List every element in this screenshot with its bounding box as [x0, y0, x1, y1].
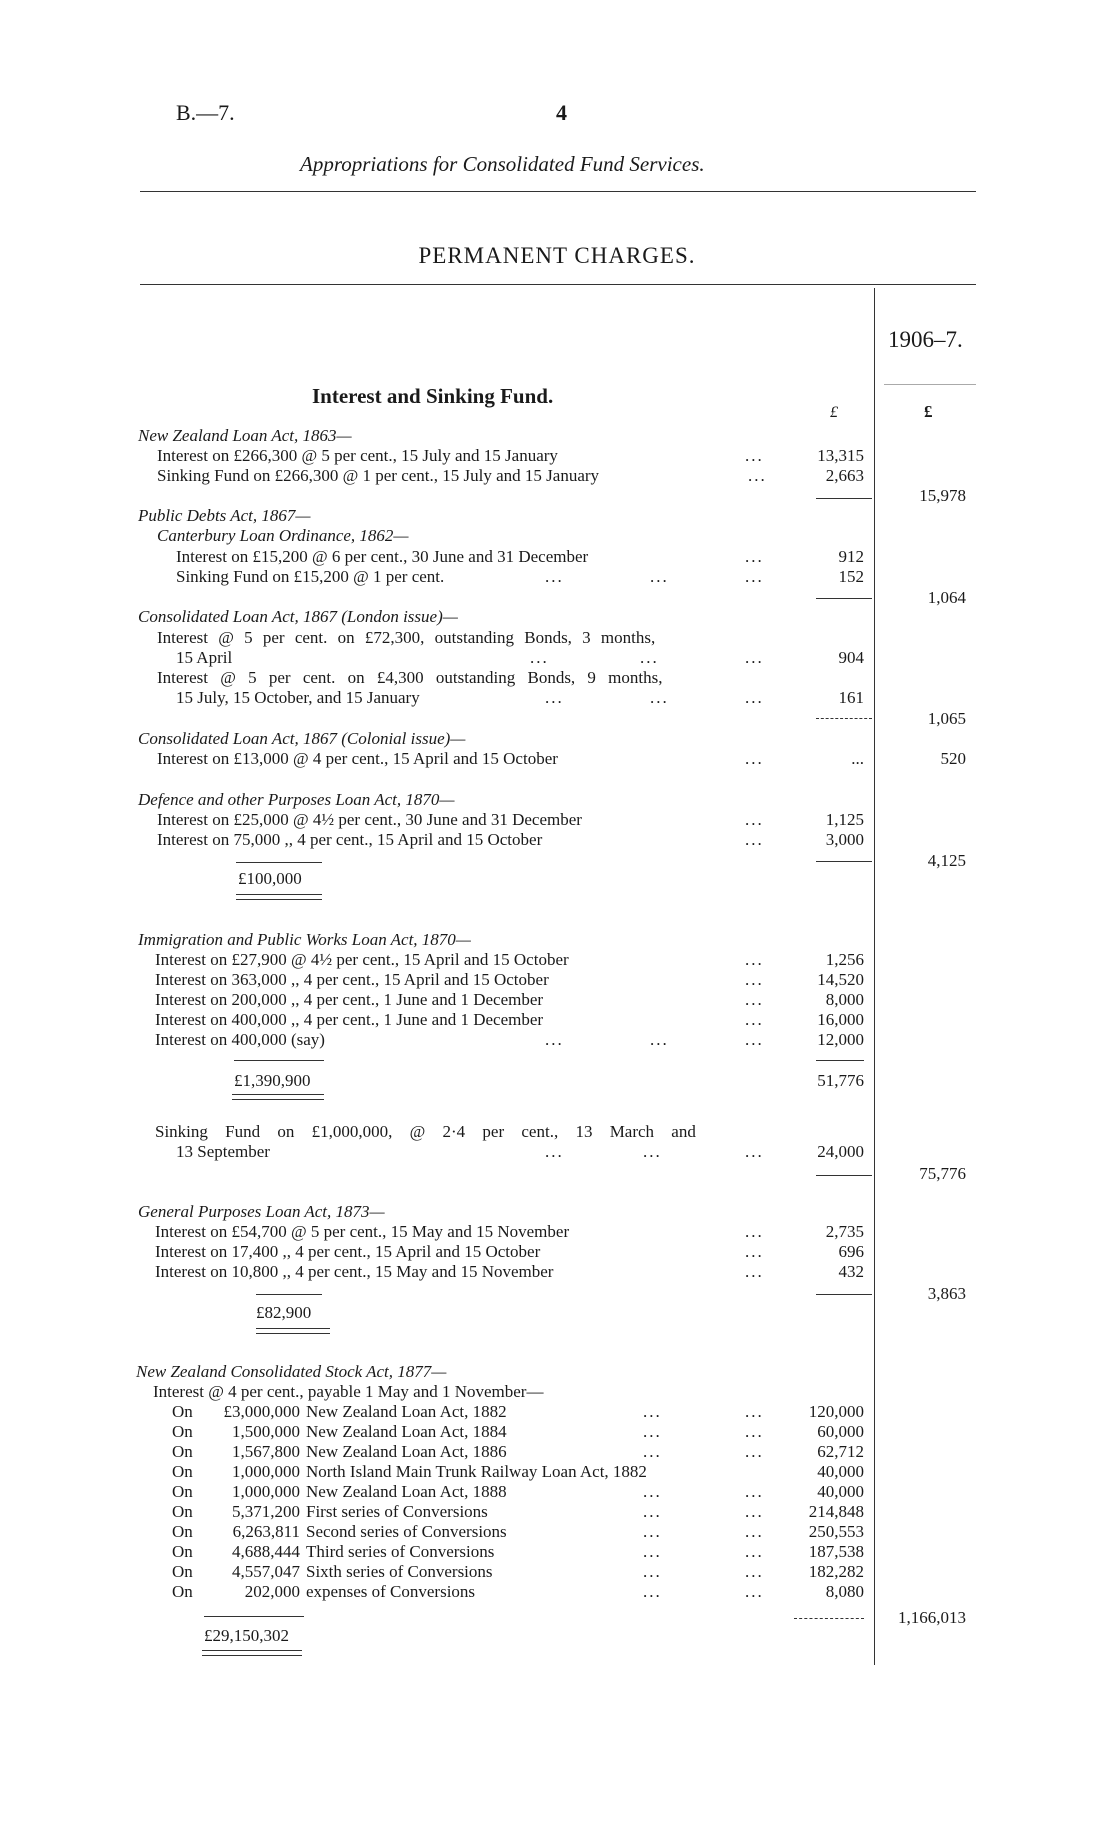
entry-amount: 152	[838, 567, 864, 586]
stock-row-on: On	[172, 1462, 193, 1481]
leader-dots: ...	[745, 648, 764, 667]
entry-amount: 912	[838, 547, 864, 566]
year-rule	[884, 384, 976, 385]
entry-amount: 2,735	[825, 1222, 864, 1241]
subtotal-amount: 51,776	[817, 1071, 864, 1090]
double-rule	[256, 1328, 330, 1334]
leader-dots: ...	[745, 990, 764, 1009]
leader-dots: ...	[745, 1542, 764, 1561]
section-title: Interest and Sinking Fund.	[312, 384, 554, 408]
sum-rule	[236, 862, 322, 863]
stock-row-amount: 40,000	[817, 1482, 864, 1501]
leader-dots: ...	[643, 1502, 662, 1521]
leader-dots: ...	[745, 1262, 764, 1281]
entry-text: Interest on 17,400 ,, 4 per cent., 15 April and 15 October	[155, 1242, 541, 1261]
principal-sum: £100,000	[238, 869, 302, 888]
leader-dots: ...	[643, 1522, 662, 1541]
act-heading: New Zealand Loan Act, 1863—	[138, 426, 352, 445]
section-total: 15,978	[919, 486, 966, 505]
double-rule	[202, 1650, 302, 1656]
leader-dots: ...	[745, 1482, 764, 1501]
leader-dots: ...	[545, 1142, 564, 1161]
entry-text: Interest @ 5 per cent. on £72,300, outstanding Bonds, 3 months,	[157, 628, 656, 647]
stock-row-on: On	[172, 1562, 193, 1581]
section-total: 4,125	[927, 851, 966, 870]
stock-row-principal: 4,557,047	[232, 1562, 300, 1581]
entry-text: Interest on 10,800 ,, 4 per cent., 15 May and 15 November	[155, 1262, 554, 1281]
currency-symbol-totals: £	[924, 402, 933, 421]
entry-text: Interest on 400,000 ,, 4 per cent., 1 June and 1 December	[155, 1010, 544, 1029]
leader-dots: ...	[745, 567, 764, 586]
entry-amount: ...	[851, 749, 864, 768]
leader-dots: ...	[748, 466, 767, 485]
entry-amount: 696	[838, 1242, 864, 1261]
stock-row-on: On	[172, 1422, 193, 1441]
stock-row-description: First series of Conversions	[306, 1502, 488, 1521]
leader-dots: ...	[640, 648, 659, 667]
subtotal-rule	[816, 1060, 864, 1061]
stock-row-principal: 202,000	[244, 1582, 300, 1601]
entry-amount: 14,520	[817, 970, 864, 989]
stock-row-amount: 60,000	[817, 1422, 864, 1441]
stock-row-on: On	[172, 1542, 193, 1561]
leader-dots: ...	[545, 1030, 564, 1049]
stock-row-principal: 6,263,811	[232, 1522, 300, 1541]
entry-text: 15 July, 15 October, and 15 January	[176, 688, 420, 707]
stock-row-description: Third series of Conversions	[306, 1542, 495, 1561]
leader-dots: ...	[745, 1562, 764, 1581]
stock-row-amount: 8,080	[825, 1582, 864, 1601]
entry-amount: 2,663	[825, 466, 864, 485]
leader-dots: ...	[745, 810, 764, 829]
year-heading: 1906–7.	[888, 327, 963, 352]
entry-text: Interest @ 5 per cent. on £4,300 outstanding Bonds, 9 months,	[157, 668, 663, 687]
leader-dots: ...	[745, 547, 764, 566]
entry-text: Interest on £27,900 @ 4½ per cent., 15 April and 15 October	[155, 950, 569, 969]
principal-sum: £1,390,900	[234, 1071, 311, 1090]
page-number: 4	[556, 100, 567, 125]
leader-dots: ...	[745, 970, 764, 989]
stock-row-principal: 4,688,444	[232, 1542, 300, 1561]
act-heading: Immigration and Public Works Loan Act, 1870—	[138, 930, 471, 949]
stock-row-on: On	[172, 1442, 193, 1461]
principal-sum: £29,150,302	[204, 1626, 289, 1645]
leader-dots: ...	[643, 1442, 662, 1461]
leader-dots: ...	[745, 1242, 764, 1261]
leader-dots: ...	[643, 1582, 662, 1601]
stock-row-principal: 1,567,800	[232, 1442, 300, 1461]
leader-dots: ...	[745, 1442, 764, 1461]
subtotal-rule	[816, 1294, 872, 1295]
leader-dots: ...	[745, 1422, 764, 1441]
stock-row-description: North Island Main Trunk Railway Loan Act, 1882	[306, 1462, 647, 1481]
entry-text: Interest on £54,700 @ 5 per cent., 15 May and 15 November	[155, 1222, 570, 1241]
sum-rule	[204, 1616, 304, 1617]
stock-row-description: Second series of Conversions	[306, 1522, 507, 1541]
stock-row-principal: 1,500,000	[232, 1422, 300, 1441]
leader-dots: ...	[745, 1030, 764, 1049]
page-title: PERMANENT CHARGES.	[418, 243, 696, 268]
entry-text: Interest on 400,000 (say)	[155, 1030, 325, 1049]
stock-row-description: expenses of Conversions	[306, 1582, 476, 1601]
section-total: 520	[940, 749, 966, 768]
subtotal-rule	[794, 1618, 864, 1620]
entry-text: Interest on 75,000 ,, 4 per cent., 15 April and 15 October	[157, 830, 543, 849]
leader-dots: ...	[545, 688, 564, 707]
subtotal-rule	[816, 498, 872, 499]
act-heading: New Zealand Consolidated Stock Act, 1877—	[136, 1362, 447, 1381]
leader-dots: ...	[643, 1142, 662, 1161]
entry-intro: Interest @ 4 per cent., payable 1 May and 1 November—	[153, 1382, 544, 1401]
leader-dots: ...	[745, 1502, 764, 1521]
header-rule	[140, 191, 976, 192]
subtotal-rule	[816, 1175, 872, 1176]
page-subtitle: Appropriations for Consolidated Fund Services.	[300, 152, 705, 176]
stock-row-amount: 40,000	[817, 1462, 864, 1481]
leader-dots: ...	[643, 1402, 662, 1421]
stock-row-principal: £3,000,000	[223, 1402, 300, 1421]
stock-row-on: On	[172, 1402, 193, 1421]
currency-symbol-details: £	[830, 404, 838, 421]
leader-dots: ...	[745, 688, 764, 707]
sum-rule	[234, 1060, 324, 1061]
leader-dots: ...	[643, 1482, 662, 1501]
leader-dots: ...	[545, 567, 564, 586]
stock-row-description: New Zealand Loan Act, 1886	[306, 1442, 507, 1461]
document-reference: B.—7.	[176, 100, 235, 125]
stock-row-amount: 250,553	[808, 1522, 864, 1541]
entry-text: 15 April	[176, 648, 233, 667]
entry-text: Interest on £25,000 @ 4½ per cent., 30 June and 31 December	[157, 810, 582, 829]
leader-dots: ...	[643, 1562, 662, 1581]
stock-row-amount: 187,538	[808, 1542, 864, 1561]
leader-dots: ...	[745, 1142, 764, 1161]
entry-amount: 8,000	[825, 990, 864, 1009]
entry-amount: 3,000	[825, 830, 864, 849]
section-total: 1,065	[927, 709, 966, 728]
section-total: 1,166,013	[898, 1608, 966, 1627]
leader-dots: ...	[745, 1522, 764, 1541]
stock-row-on: On	[172, 1522, 193, 1541]
leader-dots: ...	[745, 1222, 764, 1241]
entry-amount: 24,000	[817, 1142, 864, 1161]
leader-dots: ...	[650, 567, 669, 586]
double-rule	[232, 1094, 324, 1100]
entry-text: Interest on 363,000 ,, 4 per cent., 15 April and 15 October	[155, 970, 549, 989]
stock-row-description: New Zealand Loan Act, 1884	[306, 1422, 507, 1441]
entry-amount: 1,125	[825, 810, 864, 829]
stock-row-principal: 1,000,000	[232, 1482, 300, 1501]
entry-text: Sinking Fund on £1,000,000, @ 2·4 per cent., 13 March and	[155, 1122, 696, 1141]
act-heading: Public Debts Act, 1867—	[138, 506, 311, 525]
stock-row-on: On	[172, 1482, 193, 1501]
entry-amount: 904	[838, 648, 864, 667]
subtotal-rule	[816, 598, 872, 599]
stock-row-principal: 5,371,200	[232, 1502, 300, 1521]
entry-text: Sinking Fund on £266,300 @ 1 per cent., 15 July and 15 January	[157, 466, 600, 485]
act-heading: Defence and other Purposes Loan Act, 1870—	[138, 790, 455, 809]
stock-row-on: On	[172, 1582, 193, 1601]
stock-row-amount: 214,848	[808, 1502, 864, 1521]
entry-amount: 1,256	[825, 950, 864, 969]
act-heading: General Purposes Loan Act, 1873—	[138, 1202, 385, 1221]
leader-dots: ...	[745, 1582, 764, 1601]
entry-amount: 432	[838, 1262, 864, 1281]
entry-text: Interest on 200,000 ,, 4 per cent., 1 June and 1 December	[155, 990, 544, 1009]
entry-text: Interest on £13,000 @ 4 per cent., 15 April and 15 October	[157, 749, 558, 768]
entry-amount: 16,000	[817, 1010, 864, 1029]
act-heading: Consolidated Loan Act, 1867 (London issue)—	[138, 607, 458, 626]
leader-dots: ...	[650, 688, 669, 707]
entry-amount: 161	[838, 688, 864, 707]
stock-row-description: Sixth series of Conversions	[306, 1562, 493, 1581]
stock-row-amount: 120,000	[808, 1402, 864, 1421]
leader-dots: ...	[643, 1422, 662, 1441]
leader-dots: ...	[745, 749, 764, 768]
leader-dots: ...	[745, 446, 764, 465]
stock-row-description: New Zealand Loan Act, 1888	[306, 1482, 507, 1501]
entry-text: Interest on £266,300 @ 5 per cent., 15 July and 15 January	[157, 446, 558, 465]
stock-row-description: New Zealand Loan Act, 1882	[306, 1402, 507, 1421]
principal-sum: £82,900	[256, 1303, 312, 1322]
leader-dots: ...	[745, 1010, 764, 1029]
leader-dots: ...	[745, 830, 764, 849]
leader-dots: ...	[530, 648, 549, 667]
subtotal-rule	[816, 861, 872, 862]
stock-row-on: On	[172, 1502, 193, 1521]
ordinance-heading: Canterbury Loan Ordinance, 1862—	[157, 526, 409, 545]
stock-row-principal: 1,000,000	[232, 1462, 300, 1481]
stock-row-amount: 62,712	[817, 1442, 864, 1461]
act-heading: Consolidated Loan Act, 1867 (Colonial issue)—	[138, 729, 466, 748]
double-rule	[236, 894, 322, 900]
section-total: 1,064	[927, 588, 966, 607]
section-total: 75,776	[919, 1164, 966, 1183]
entry-text: Sinking Fund on £15,200 @ 1 per cent.	[176, 567, 445, 586]
leader-dots: ...	[650, 1030, 669, 1049]
stock-row-amount: 182,282	[808, 1562, 864, 1581]
entry-text: 13 September	[176, 1142, 270, 1161]
section-total: 3,863	[927, 1284, 966, 1303]
title-rule	[140, 284, 976, 285]
entry-amount: 12,000	[817, 1030, 864, 1049]
entry-text: Interest on £15,200 @ 6 per cent., 30 June and 31 December	[176, 547, 589, 566]
leader-dots: ...	[643, 1542, 662, 1561]
entry-amount: 13,315	[817, 446, 864, 465]
leader-dots: ...	[745, 950, 764, 969]
leader-dots: ...	[745, 1402, 764, 1421]
subtotal-rule	[816, 718, 872, 720]
sum-rule	[256, 1294, 322, 1295]
column-divider	[874, 288, 875, 1665]
